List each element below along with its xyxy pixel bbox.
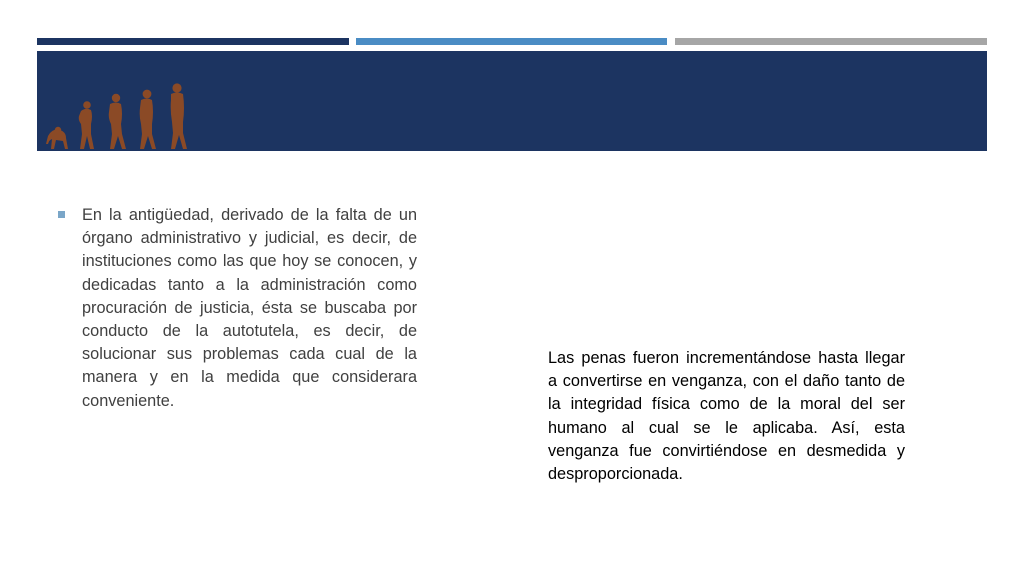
evolution-figure-1 (46, 127, 68, 149)
right-paragraph-text: Las penas fueron incrementándose hasta llegar a convertirse en venganza, con el daño tanto de la integridad física como de la moral del ser humano al cual se le aplicaba. Así, esta venganza fue convirtiéndose en desmedida y desproporcionada. (548, 349, 905, 484)
top-accent-bar-gray (675, 38, 987, 45)
top-accent-bar-blue (356, 38, 667, 45)
bullet-icon (58, 211, 65, 218)
evolution-figure-4 (140, 90, 156, 149)
evolution-figure-3 (109, 94, 126, 149)
human-evolution-icon (44, 78, 194, 152)
left-bullet-text: En la antigüedad, derivado de la falta de un órgano administrativo y judicial, es decir, de instituciones como las que hoy se conocen, y dedicadas tanto a la administración como procuración de justicia, ésta se buscaba por conducto de la autotutela, es decir, de solucionar sus problemas cada cual de la manera y en la medida que considerara conveniente. (82, 206, 417, 410)
evolution-figure-5 (171, 83, 187, 149)
top-accent-bar-navy (37, 38, 349, 45)
evolution-figure-2 (79, 101, 94, 149)
